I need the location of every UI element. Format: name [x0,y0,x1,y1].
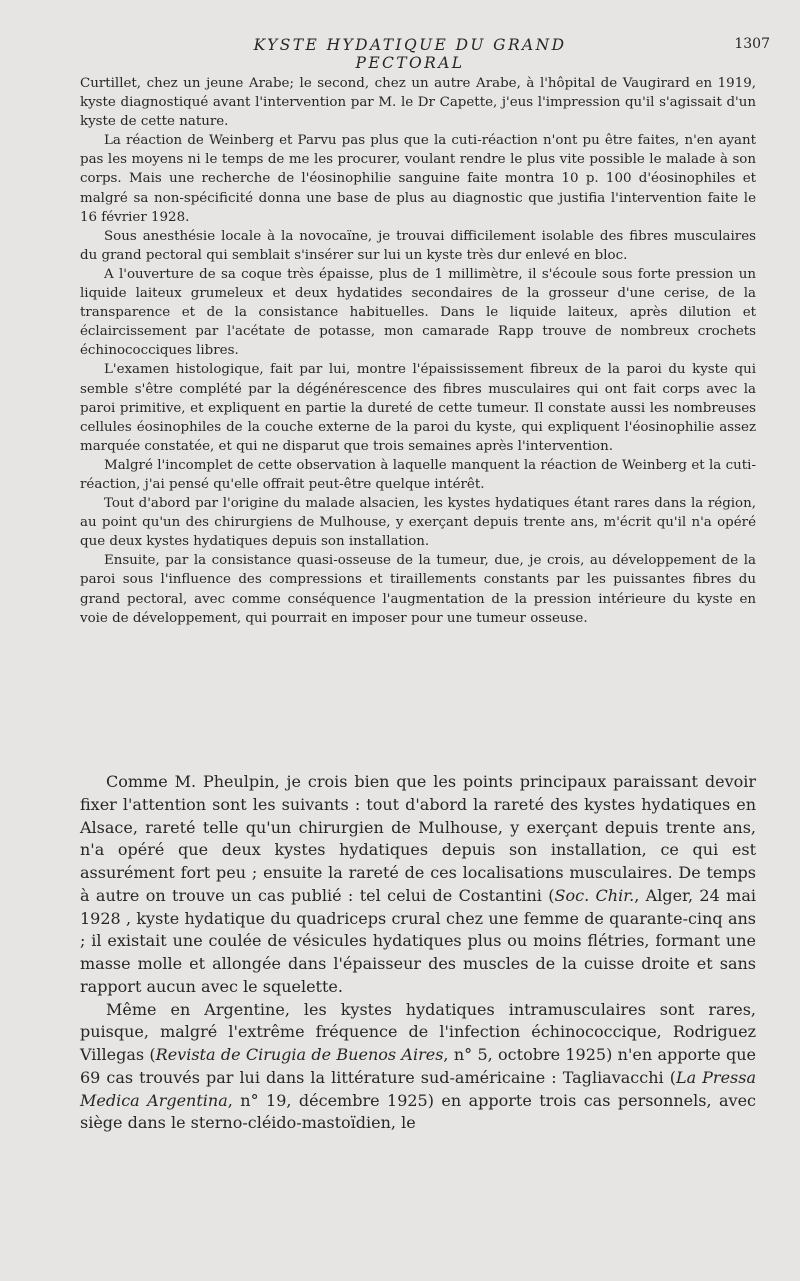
citation: Revista de Cirugia de Buenos Aires [155,1045,444,1064]
paragraph: Ensuite, par la consistance quasi-osseuse de la tumeur, due, je crois, au développement de la paroi sous l'influence des compressions et tiraillements constants par les puissantes fibres du grand pectoral, avec comme conséquence l'augmentation de la pression intérieure du kyste en voie de développement, qui pourrait en imposer pour une tumeur osseuse. [80,553,756,626]
running-title: KYSTE HYDATIQUE DU GRAND PECTORAL [253,36,567,72]
paragraph: La réaction de Weinberg et Parvu pas plus que la cuti-réaction n'ont pu être faites, n'en ayant pas les moyens ni le temps de me les procurer, voulant rendre le plus vite possible le malade à son corps. Mais une recherche de l'éosinophilie sanguine faite montra 10 p. 100 d'éosinophiles et malgré sa non-spécificité donna une base de plus au diagnostic que justifia l'intervention faite le 16 février 1928. [80,133,756,225]
text-run: Même en Argentine, les kystes hydatiques intramusculaires sont rares, puisque, malgré l'extrême fréquence de l'infection échinococcique, Rodriguez Villegas ( [80,999,756,1064]
text-run: , n° 19, décembre 1925) en apporte trois cas personnels, avec siège dans le sterno-cléido-mastoïdien, le [80,1090,757,1133]
paragraph [80,999,756,1136]
citation: La Pressa Medica Argentina [80,1067,757,1110]
commentary-text [80,771,756,1135]
paragraph: Curtillet, chez un jeune Arabe; le second, chez un autre Arabe, à l'hôpital de Vaugirard en 1919, kyste diagnostiqué avant l'intervention par M. le Dr Capette, j'eus l'impression qu'il s'agissait d'un kyste de cette nature. [80,76,756,130]
text-run: , Alger, 24 mai 1928 , kyste hydatique du quadriceps crural chez une femme de quarante-cinq ans ; il existait une coulée de vésicules hydatiques plus ou moins flétries, formant une masse molle et allongée dans l'épaisseur des muscles de la cuisse droite et sans rapport aucun avec le squelette. [80,885,757,996]
paragraph: Tout d'abord par l'origine du malade alsacien, les kystes hydatiques étant rares dans la région, au point qu'un des chirurgiens de Mulhouse, y exerçant depuis trente ans, m'écrit qu'il n'a opéré que deux kystes hydatiques depuis son installation. [80,496,756,550]
page-header [0,34,800,72]
paragraph: Malgré l'incomplet de cette observation à laquelle manquent la réaction de Weinberg et la cuti-réaction, j'ai pensé qu'elle offrait peut-être quelque intérêt. [80,457,756,492]
paragraph [80,771,756,999]
page-number: 1307 [734,36,770,52]
text-run: Comme M. Pheulpin, je crois bien que les points principaux paraissant devoir fixer l'attention sont les suivants : tout d'abord la rareté des kystes hydatiques en Alsace, rareté telle qu'un chirurgien de Mulhouse, y exerçant depuis trente ans, n'a opéré que deux kystes hydatiques depuis son installation, ce qui est assurément fort peu ; ensuite la rareté de ces localisations musculaires. De temps à autre on trouve un cas publié : tel celui de Costantini ( [80,772,756,905]
paragraph: A l'ouverture de sa coque très épaisse, plus de 1 millimètre, il s'écoule sous forte pression un liquide laiteux grumeleux et deux hydatides secondaires de la grosseur d'une cerise, de la transparence et de la consistance habituelles. Dans le liquide laiteux, après dilution et éclaircissement par l'acétate de potasse, mon camarade Rapp trouve de nombreux crochets échinococciques libres. [80,266,756,359]
citation: Soc. Chir. [554,885,635,905]
observation-text [80,74,756,628]
paragraph: Sous anesthésie locale à la novocaïne, je trouvai difficilement isolable des fibres musculaires du grand pectoral qui semblait s'insérer sur lui un kyste très dur enlevé en bloc. [80,228,756,263]
text-run: , n° 5, octobre 1925) n'en apporte que 69 cas trouvés par lui dans la littérature sud-américaine : Tagliavacchi ( [80,1045,756,1087]
paragraph: L'examen histologique, fait par lui, montre l'épaississement fibreux de la paroi du kyste qui semble s'être complété par la dégénérescence des fibres musculaires qui ont fait corps avec la paroi primitive, et expliquent en partie la dureté de cette tumeur. Il constate aussi les nombreuses cellules éosinophiles de la couche externe de la paroi du kyste, qui expliquent l'éosinophilie assez marquée constatée, et qui ne disparut que trois semaines après l'intervention. [80,362,756,454]
